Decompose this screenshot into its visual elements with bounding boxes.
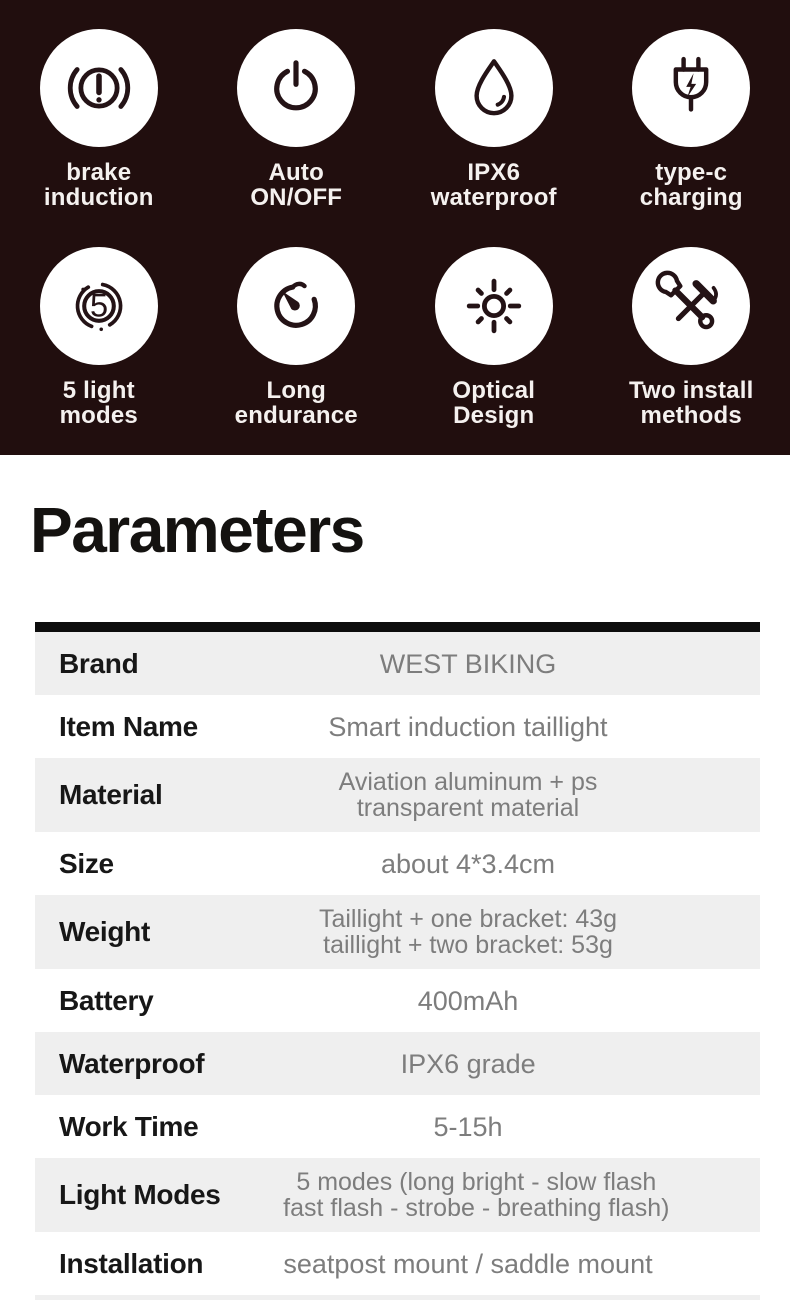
feature-label-line: Two install bbox=[629, 377, 754, 404]
parameter-value bbox=[204, 1049, 760, 1079]
parameter-value bbox=[204, 1112, 760, 1142]
next-row-partial bbox=[35, 1295, 760, 1300]
parameter-label: Battery bbox=[59, 984, 154, 1016]
parameter-value-line: WEST BIKING bbox=[379, 648, 557, 679]
feature-label-line: induction bbox=[43, 184, 154, 211]
feature-label-line: 5 light bbox=[62, 377, 135, 404]
feature-label-line: waterproof bbox=[430, 184, 557, 211]
parameter-value bbox=[204, 1249, 760, 1279]
feature-banner bbox=[0, 0, 790, 455]
parameter-row bbox=[35, 1232, 760, 1295]
feature-item bbox=[198, 247, 396, 428]
feature-label bbox=[640, 160, 743, 210]
parameter-value bbox=[204, 849, 760, 879]
feature-label-line: endurance bbox=[234, 402, 358, 429]
feature-label bbox=[60, 378, 138, 428]
parameter-label: Installation bbox=[59, 1247, 204, 1279]
feature-row-top bbox=[0, 29, 790, 210]
feature-label-line: brake bbox=[66, 159, 132, 186]
parameter-row bbox=[35, 695, 760, 758]
waterproof-drop-icon bbox=[457, 51, 531, 125]
parameter-value-line: Aviation aluminum + ps bbox=[338, 768, 598, 796]
feature-label bbox=[452, 378, 535, 428]
parameter-value bbox=[204, 649, 760, 679]
feature-row-bottom bbox=[0, 247, 790, 428]
parameters-table bbox=[35, 622, 760, 1300]
parameter-value bbox=[204, 906, 760, 958]
feature-item bbox=[0, 247, 198, 428]
tools-icon bbox=[654, 269, 728, 343]
table-top-border bbox=[35, 622, 760, 632]
feature-circle bbox=[632, 29, 750, 147]
parameter-label: Work Time bbox=[59, 1110, 199, 1142]
parameter-row bbox=[35, 1032, 760, 1095]
parameter-label: Material bbox=[59, 779, 163, 810]
parameter-label: Weight bbox=[59, 916, 151, 947]
brake-induction-icon bbox=[62, 51, 136, 125]
feature-label bbox=[629, 378, 753, 428]
parameter-value bbox=[204, 769, 760, 821]
feature-label-line: type-c bbox=[655, 159, 728, 186]
parameter-value-line: fast flash - strobe - breathing flash) bbox=[283, 1194, 670, 1222]
feature-item bbox=[593, 29, 790, 210]
parameter-row bbox=[35, 1095, 760, 1158]
feature-label bbox=[431, 160, 557, 210]
parameter-label: Brand bbox=[59, 647, 139, 679]
feature-label bbox=[44, 160, 154, 210]
feature-item bbox=[593, 247, 790, 428]
parameter-value bbox=[204, 986, 760, 1016]
parameter-label: Waterproof bbox=[59, 1047, 205, 1079]
feature-item bbox=[0, 29, 198, 210]
parameter-row bbox=[35, 1158, 760, 1232]
parameter-value-line: Smart induction taillight bbox=[328, 711, 608, 742]
feature-circle bbox=[237, 247, 355, 365]
feature-item bbox=[395, 247, 593, 428]
feature-circle bbox=[632, 247, 750, 365]
feature-circle bbox=[435, 29, 553, 147]
parameter-row bbox=[35, 632, 760, 695]
sun-icon bbox=[457, 269, 531, 343]
svg-text:5: 5 bbox=[89, 287, 108, 324]
parameter-value-line: Taillight + one bracket: 43g bbox=[318, 905, 618, 933]
parameter-row bbox=[35, 969, 760, 1032]
parameter-value-line: IPX6 grade bbox=[400, 1048, 536, 1079]
feature-label-line: methods bbox=[640, 402, 742, 429]
parameter-row bbox=[35, 895, 760, 969]
parameter-value bbox=[221, 1169, 760, 1221]
parameter-value-line: 5 modes (long bright - slow flash bbox=[296, 1168, 657, 1196]
feature-label-line: Design bbox=[453, 402, 535, 429]
feature-label bbox=[235, 378, 358, 428]
timer-icon bbox=[259, 269, 333, 343]
parameter-label: Item Name bbox=[59, 710, 198, 742]
parameter-value bbox=[204, 712, 760, 742]
feature-label-line: Auto bbox=[268, 159, 324, 186]
power-icon bbox=[259, 51, 333, 125]
parameter-row bbox=[35, 832, 760, 895]
feature-label-line: charging bbox=[639, 184, 743, 211]
feature-circle bbox=[40, 29, 158, 147]
parameter-label: Light Modes bbox=[59, 1179, 221, 1210]
table-rows bbox=[35, 632, 760, 1295]
feature-label bbox=[250, 160, 342, 210]
feature-circle bbox=[435, 247, 553, 365]
feature-item bbox=[198, 29, 396, 210]
feature-circle bbox=[40, 247, 158, 365]
page-title: Parameters bbox=[30, 494, 364, 566]
feature-label-line: IPX6 bbox=[467, 159, 521, 186]
parameter-row bbox=[35, 758, 760, 832]
feature-circle bbox=[237, 29, 355, 147]
feature-label-line: Optical bbox=[452, 377, 536, 404]
parameter-value-line: 400mAh bbox=[417, 985, 519, 1016]
five-modes-icon bbox=[62, 269, 136, 343]
feature-label-line: modes bbox=[59, 402, 138, 429]
parameter-label: Size bbox=[59, 847, 114, 879]
parameter-value-line: taillight + two bracket: 53g bbox=[323, 931, 613, 959]
feature-label-line: Long bbox=[266, 377, 326, 404]
parameter-value-line: transparent material bbox=[356, 794, 580, 822]
type-c-plug-icon bbox=[654, 51, 728, 125]
feature-item bbox=[395, 29, 593, 210]
feature-label-line: ON/OFF bbox=[250, 184, 343, 211]
parameter-value-line: 5-15h bbox=[433, 1111, 503, 1142]
parameter-value-line: about 4*3.4cm bbox=[380, 848, 556, 879]
parameter-value-line: seatpost mount / saddle mount bbox=[283, 1248, 653, 1279]
